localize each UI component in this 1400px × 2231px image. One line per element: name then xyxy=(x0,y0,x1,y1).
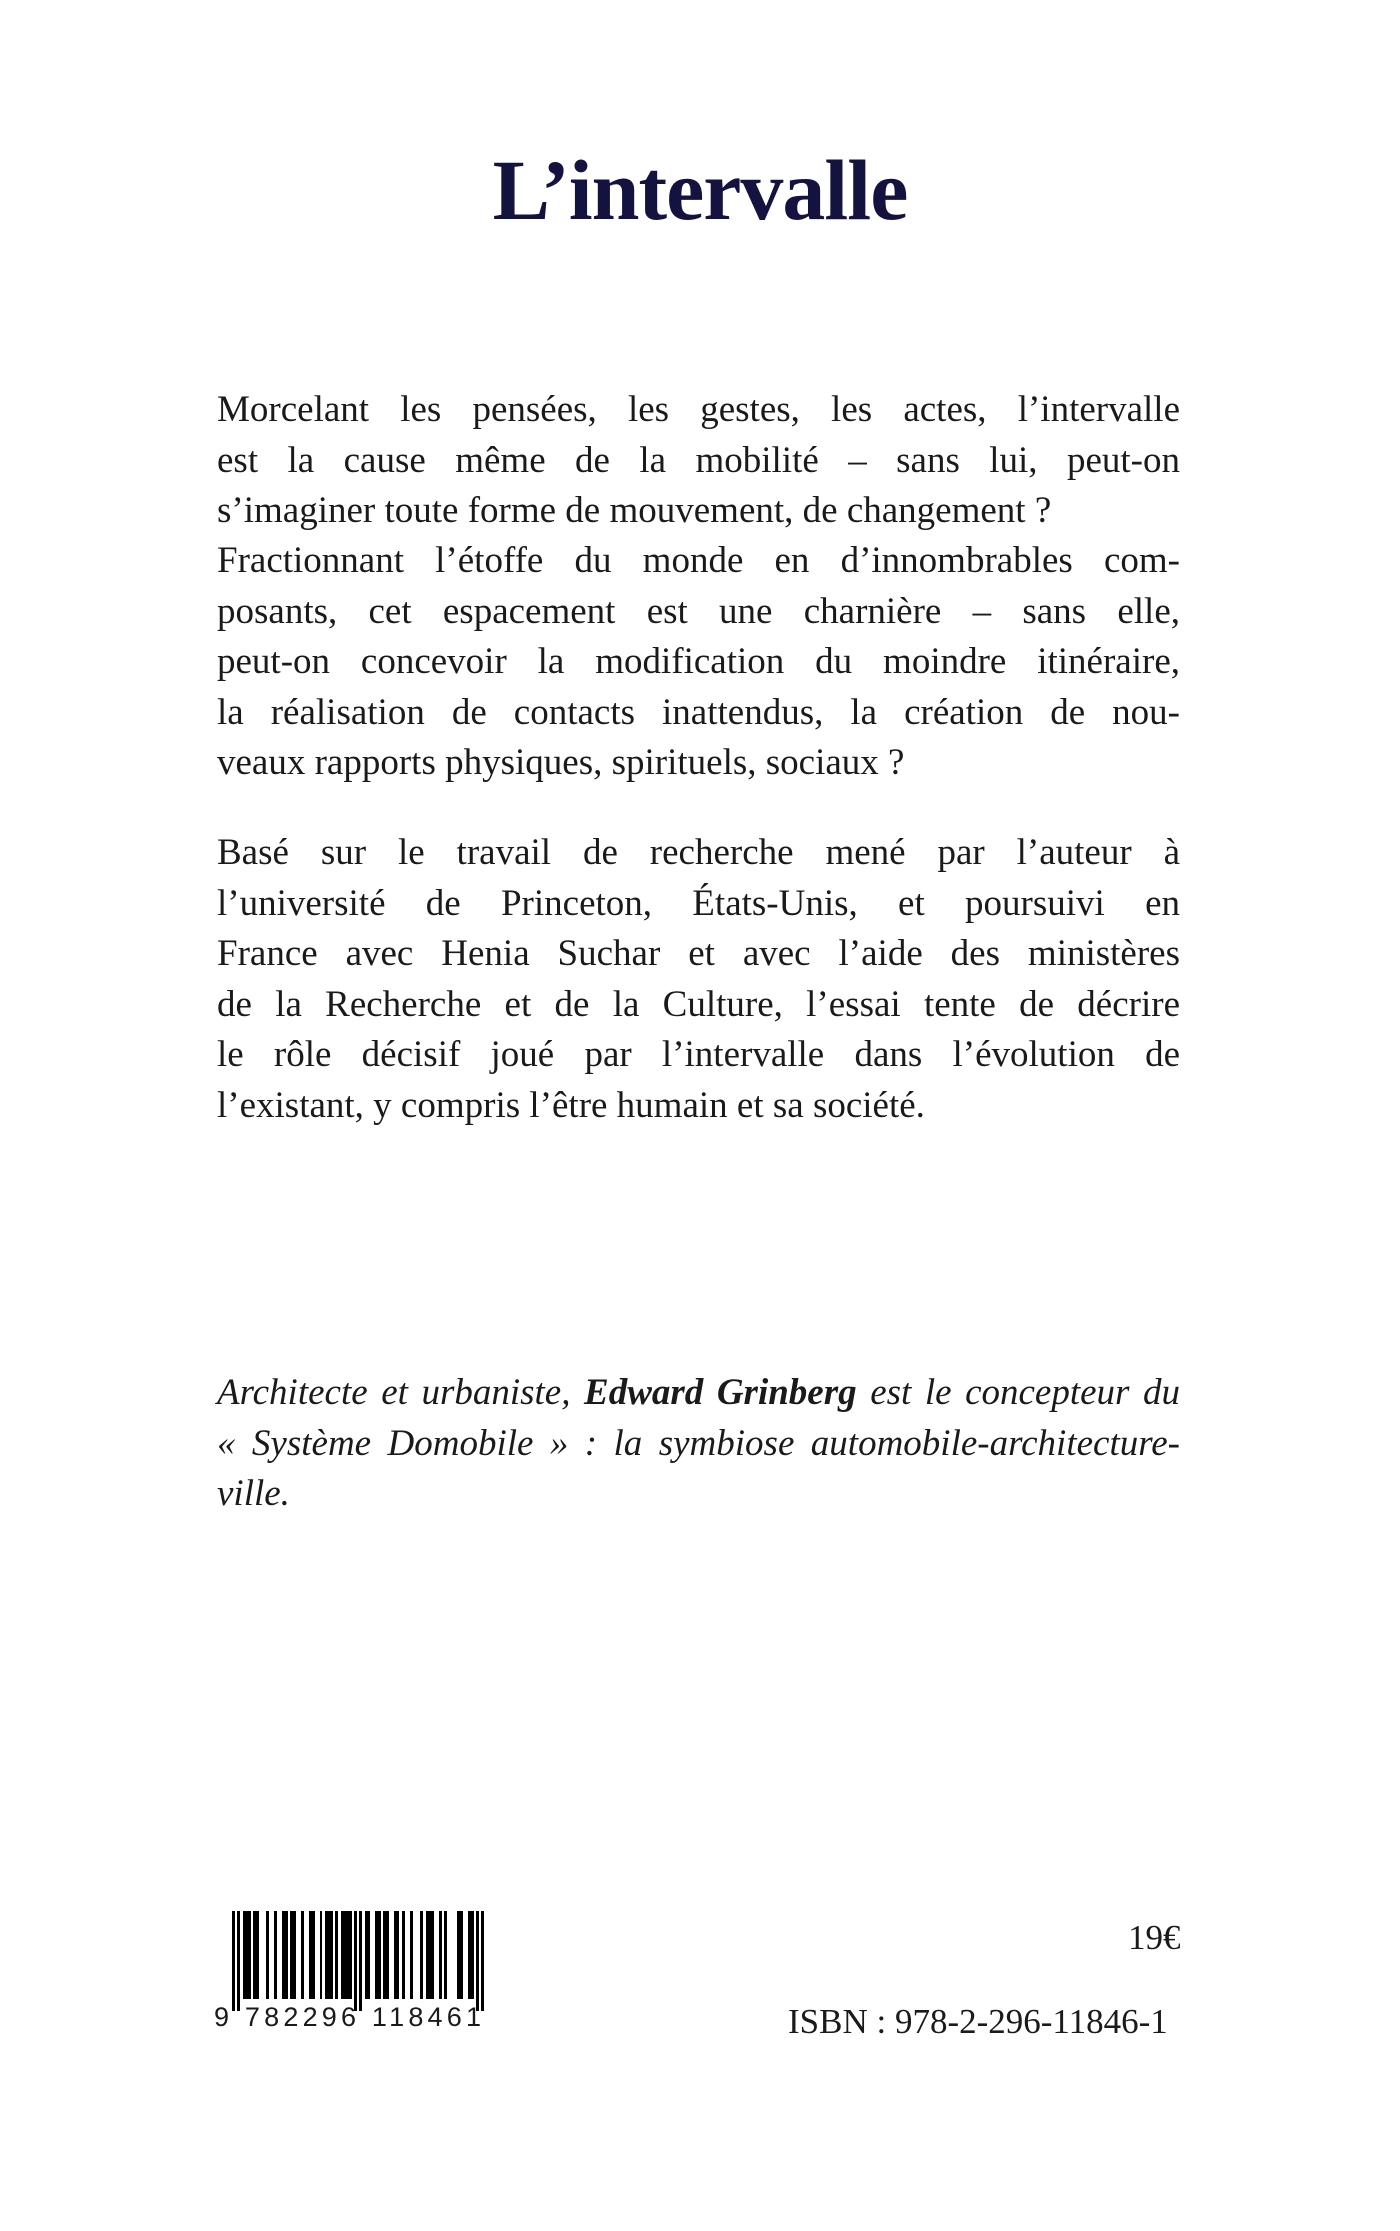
text-line: s’imaginer toute forme de mouvement, de changement ? xyxy=(217,490,1052,531)
text-line: de la Recherche et de la Culture, l’essai tente de décrire xyxy=(217,983,1180,1025)
price: 19€ xyxy=(1128,1918,1181,1957)
barcode-bar xyxy=(285,1911,288,1999)
text-line: l’existant, y compris l’être humain et sa société. xyxy=(217,1084,925,1126)
barcode-bar xyxy=(256,1911,259,1999)
barcode-bar xyxy=(439,1911,442,1999)
barcode-bar xyxy=(402,1911,405,1999)
bio-text: Architecte et urbaniste, xyxy=(217,1372,585,1413)
isbn: ISBN : 978-2-296-11846-1 xyxy=(788,2002,1168,2041)
barcode-bar xyxy=(367,1911,370,1999)
barcode-bar xyxy=(431,1911,434,1999)
barcode-bar xyxy=(481,1911,484,2011)
paragraph-1 xyxy=(217,385,1180,537)
text-line: l’université de Princeton, États-Unis, et poursuivi en xyxy=(217,882,1180,924)
barcode-bar xyxy=(359,1911,362,2011)
text-line: posants, cet espacement est une charnière – sans elle, xyxy=(217,590,1180,632)
text-line: la réalisation de contacts inattendus, la création de nou- xyxy=(217,691,1180,733)
barcode-bar xyxy=(386,1911,389,1999)
book-title: L’intervalle xyxy=(492,142,908,238)
barcode-bar xyxy=(420,1911,423,1999)
paragraph-2 xyxy=(217,536,1180,789)
barcode-bar xyxy=(320,1911,323,1999)
barcode-bar xyxy=(396,1911,399,1999)
barcode-bar xyxy=(274,1911,277,1999)
barcode-bar xyxy=(378,1911,381,1999)
barcode-digits: 9 782296 118461 xyxy=(214,2002,486,2032)
isbn-barcode xyxy=(232,1911,484,2011)
text-line: le rôle décisif joué par l’intervalle dans l’évolution de xyxy=(217,1034,1180,1075)
barcode-bar xyxy=(476,1911,479,2011)
author-bio xyxy=(217,1368,1180,1520)
text-line: « Système Domobile » : la symbiose automobile-architecture- xyxy=(217,1422,1180,1464)
text-line: Fractionnant l’étoffe du monde en d’innombrables com- xyxy=(217,540,1180,581)
text-line: France avec Henia Suchar et avec l’aide des ministères xyxy=(217,933,1180,974)
barcode-bar xyxy=(460,1911,463,1999)
barcode-bar xyxy=(312,1911,315,1999)
paragraph-3 xyxy=(217,828,1180,1131)
barcode-bar xyxy=(349,1911,352,1999)
barcode-bar xyxy=(248,1911,251,1999)
text-line xyxy=(217,1368,1180,1419)
author-name: Edward Grinberg xyxy=(584,1372,857,1413)
text-line: Basé sur le travail de recherche mené par l’auteur à xyxy=(217,832,1180,873)
barcode-bar xyxy=(232,1911,235,2011)
bio-text: est le concepteur du xyxy=(856,1372,1180,1413)
barcode-bar xyxy=(301,1911,304,1999)
barcode-bar xyxy=(354,1911,357,2011)
barcode-bar xyxy=(444,1911,447,1999)
barcode-bar xyxy=(266,1911,269,1999)
barcode-bar xyxy=(335,1911,338,1999)
text-line: peut-on concevoir la modification du moindre itinéraire, xyxy=(217,641,1180,682)
barcode-bar xyxy=(293,1911,296,1999)
text-line: Morcelant les pensées, les gestes, les actes, l’intervalle xyxy=(217,389,1180,430)
text-line: veaux rapports physiques, spirituels, sociaux ? xyxy=(217,742,905,783)
barcode-bar xyxy=(237,1911,240,2011)
barcode-bar xyxy=(330,1911,333,1999)
barcode-bar xyxy=(471,1911,474,1999)
text-line: est la cause même de la mobilité – sans lui, peut-on xyxy=(217,439,1180,481)
text-line: ville. xyxy=(217,1473,290,1514)
barcode-bar xyxy=(410,1911,413,1999)
